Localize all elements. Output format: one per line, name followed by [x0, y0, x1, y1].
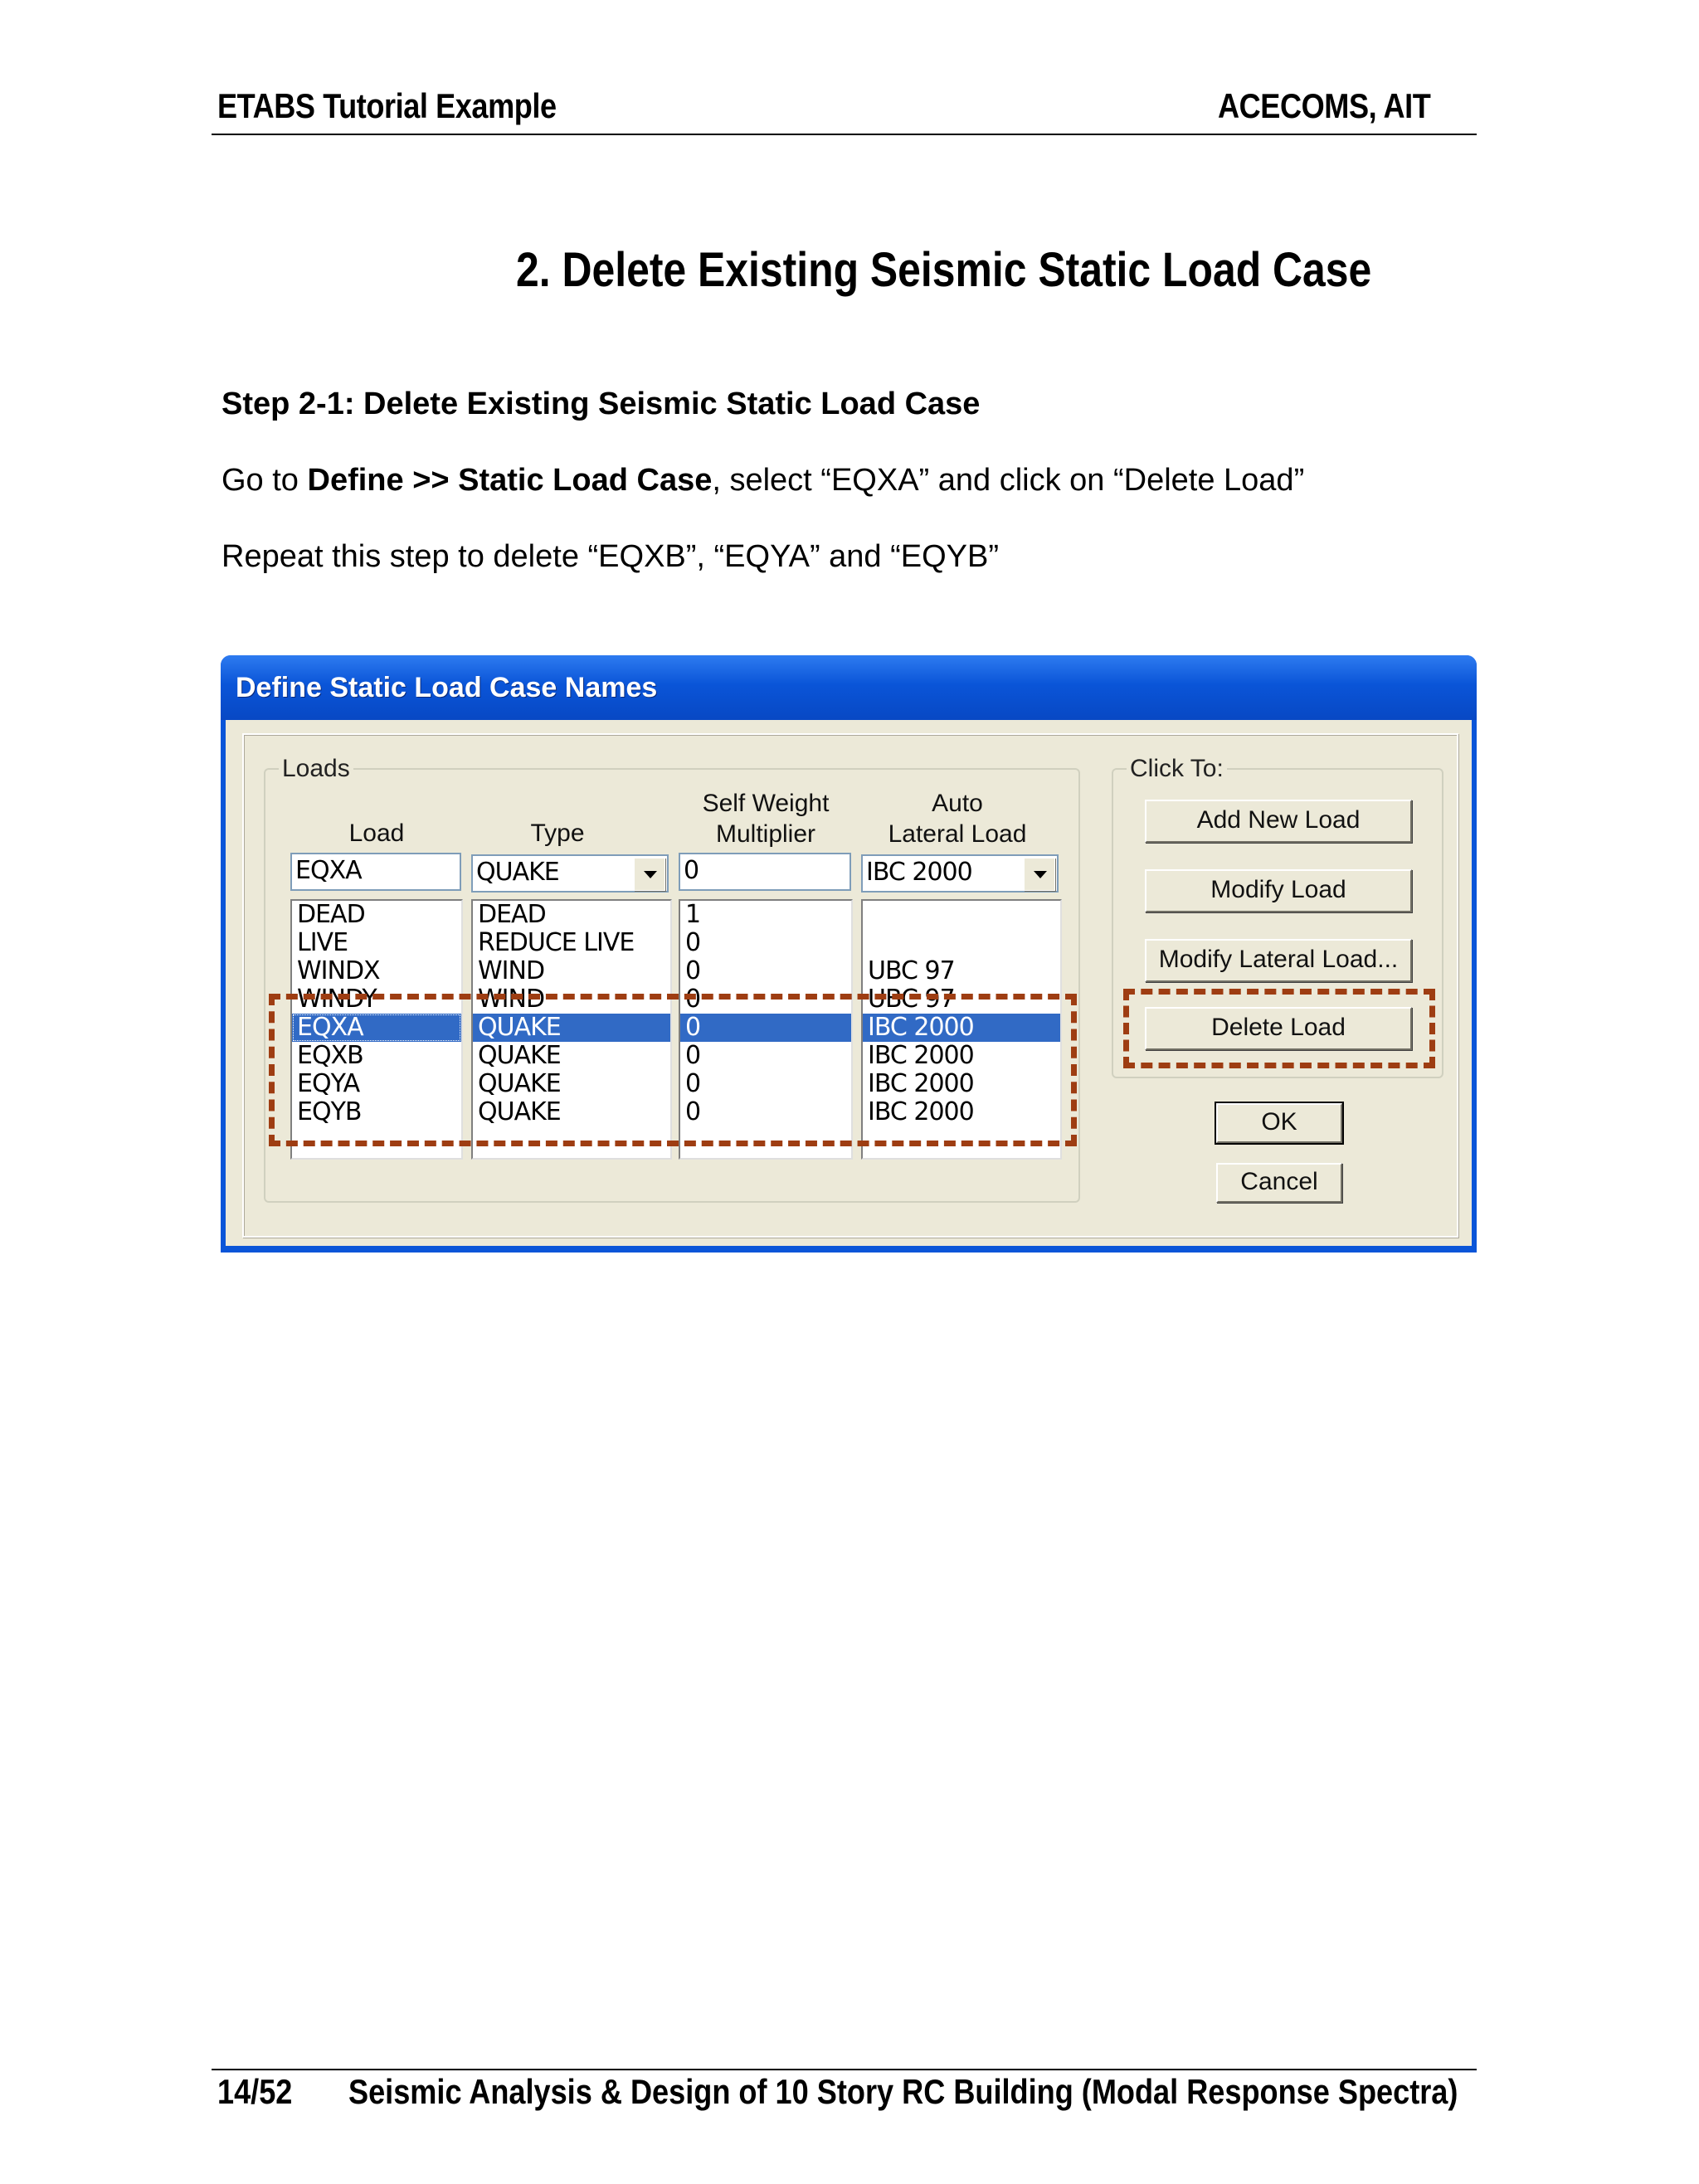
list-item-type[interactable]: QUAKE — [473, 1014, 670, 1042]
load-name-input[interactable]: EQXA — [290, 853, 461, 891]
list-item-type[interactable]: QUAKE — [478, 1069, 561, 1098]
multiplier-list[interactable] — [679, 899, 853, 1160]
list-item-load[interactable]: DEAD — [297, 900, 365, 929]
list-item-auto[interactable]: UBC 97 — [868, 985, 955, 1014]
col-header-auto-lateral — [859, 788, 1055, 849]
add-new-load-button[interactable]: Add New Load — [1145, 800, 1412, 843]
list-item-load[interactable]: EQXB — [297, 1041, 363, 1070]
col-header-load: Load — [348, 820, 405, 847]
modify-load-button[interactable]: Modify Load — [1145, 869, 1412, 912]
list-item-load[interactable]: WINDX — [297, 956, 380, 985]
list-item-type[interactable]: REDUCE LIVE — [478, 928, 635, 957]
list-item-mult[interactable]: 0 — [685, 956, 701, 985]
instruction-paragraph — [222, 463, 1304, 499]
list-item-mult[interactable]: 0 — [685, 1097, 701, 1126]
type-combo-value: QUAKE — [476, 858, 559, 887]
section-title: 2. Delete Existing Seismic Static Load Case — [516, 243, 1372, 297]
list-item-mult[interactable]: 0 — [685, 928, 701, 957]
type-dropdown-arrow-icon[interactable] — [634, 858, 665, 891]
list-item-type[interactable]: QUAKE — [478, 1041, 561, 1070]
col-header-self-weight — [679, 788, 853, 849]
dialog-titlebar[interactable] — [221, 655, 1477, 720]
list-item-auto[interactable]: IBC 2000 — [863, 1014, 1060, 1042]
cancel-button[interactable]: Cancel — [1216, 1163, 1342, 1203]
col-header-self-weight-line1: Self Weight — [702, 790, 830, 817]
self-weight-input[interactable]: 0 — [679, 853, 851, 891]
list-item-type[interactable]: DEAD — [478, 900, 546, 929]
auto-lateral-combo[interactable] — [861, 854, 1059, 893]
list-item-type[interactable]: WIND — [478, 985, 545, 1014]
step-heading: Step 2-1: Delete Existing Seismic Static Load Case — [222, 387, 981, 421]
list-item-load[interactable]: EQYB — [297, 1097, 362, 1126]
list-item-auto[interactable]: IBC 2000 — [868, 1097, 974, 1126]
instruction-suffix: , select “EQXA” and click on “Delete Load” — [712, 463, 1305, 498]
header-rule — [212, 134, 1477, 135]
header-left: ETABS Tutorial Example — [217, 86, 557, 125]
auto-lateral-combo-value: IBC 2000 — [866, 858, 972, 887]
list-item-mult[interactable]: 1 — [685, 900, 701, 929]
list-item-mult[interactable]: 0 — [685, 1069, 701, 1098]
header-right: ACECOMS, AIT — [1218, 86, 1431, 125]
auto-lateral-dropdown-arrow-icon[interactable] — [1024, 858, 1055, 891]
loads-group-label: Loads — [279, 755, 353, 783]
list-item-mult[interactable]: 0 — [685, 1041, 701, 1070]
repeat-paragraph: Repeat this step to delete “EQXB”, “EQYA” and “EQYB” — [222, 539, 1000, 574]
list-item-auto[interactable]: IBC 2000 — [868, 1069, 974, 1098]
list-item-auto[interactable] — [863, 929, 1060, 957]
instruction-prefix: Go to — [222, 463, 308, 498]
col-header-self-weight-line2: Multiplier — [715, 820, 816, 848]
footer-page-number: 14/52 — [217, 2072, 293, 2111]
type-combo[interactable] — [471, 854, 669, 893]
col-header-auto-line2: Lateral Load — [888, 820, 1027, 848]
list-item-load[interactable]: WINDY — [297, 985, 377, 1014]
list-item-mult[interactable]: 0 — [680, 1014, 851, 1042]
dialog-title: Define Static Load Case Names — [236, 672, 658, 703]
click-to-group-label: Click To: — [1127, 755, 1227, 783]
list-item-type[interactable]: WIND — [478, 956, 545, 985]
col-header-type: Type — [530, 820, 585, 847]
modify-lateral-load-button[interactable]: Modify Lateral Load... — [1145, 939, 1412, 982]
instruction-menu-path: Define >> Static Load Case — [307, 463, 713, 498]
list-item-load[interactable]: EQXA — [292, 1014, 461, 1042]
footer-rule — [212, 2069, 1477, 2070]
list-item-auto[interactable]: UBC 97 — [868, 956, 955, 985]
col-header-auto-line1: Auto — [932, 790, 983, 817]
delete-load-button[interactable]: Delete Load — [1145, 1007, 1412, 1050]
list-item-mult[interactable]: 0 — [685, 985, 701, 1014]
list-item-auto[interactable]: IBC 2000 — [868, 1041, 974, 1070]
load-list[interactable] — [290, 899, 463, 1160]
list-item-load[interactable]: LIVE — [297, 928, 348, 957]
ok-button[interactable]: OK — [1216, 1103, 1342, 1143]
list-item-load[interactable]: EQYA — [297, 1069, 360, 1098]
auto-lateral-list[interactable] — [861, 899, 1062, 1160]
list-item-auto[interactable] — [863, 901, 1060, 929]
footer-title: Seismic Analysis & Design of 10 Story RC Building (Modal Response Spectra) — [348, 2072, 1458, 2111]
list-item-type[interactable]: QUAKE — [478, 1097, 561, 1126]
type-list[interactable] — [471, 899, 672, 1160]
